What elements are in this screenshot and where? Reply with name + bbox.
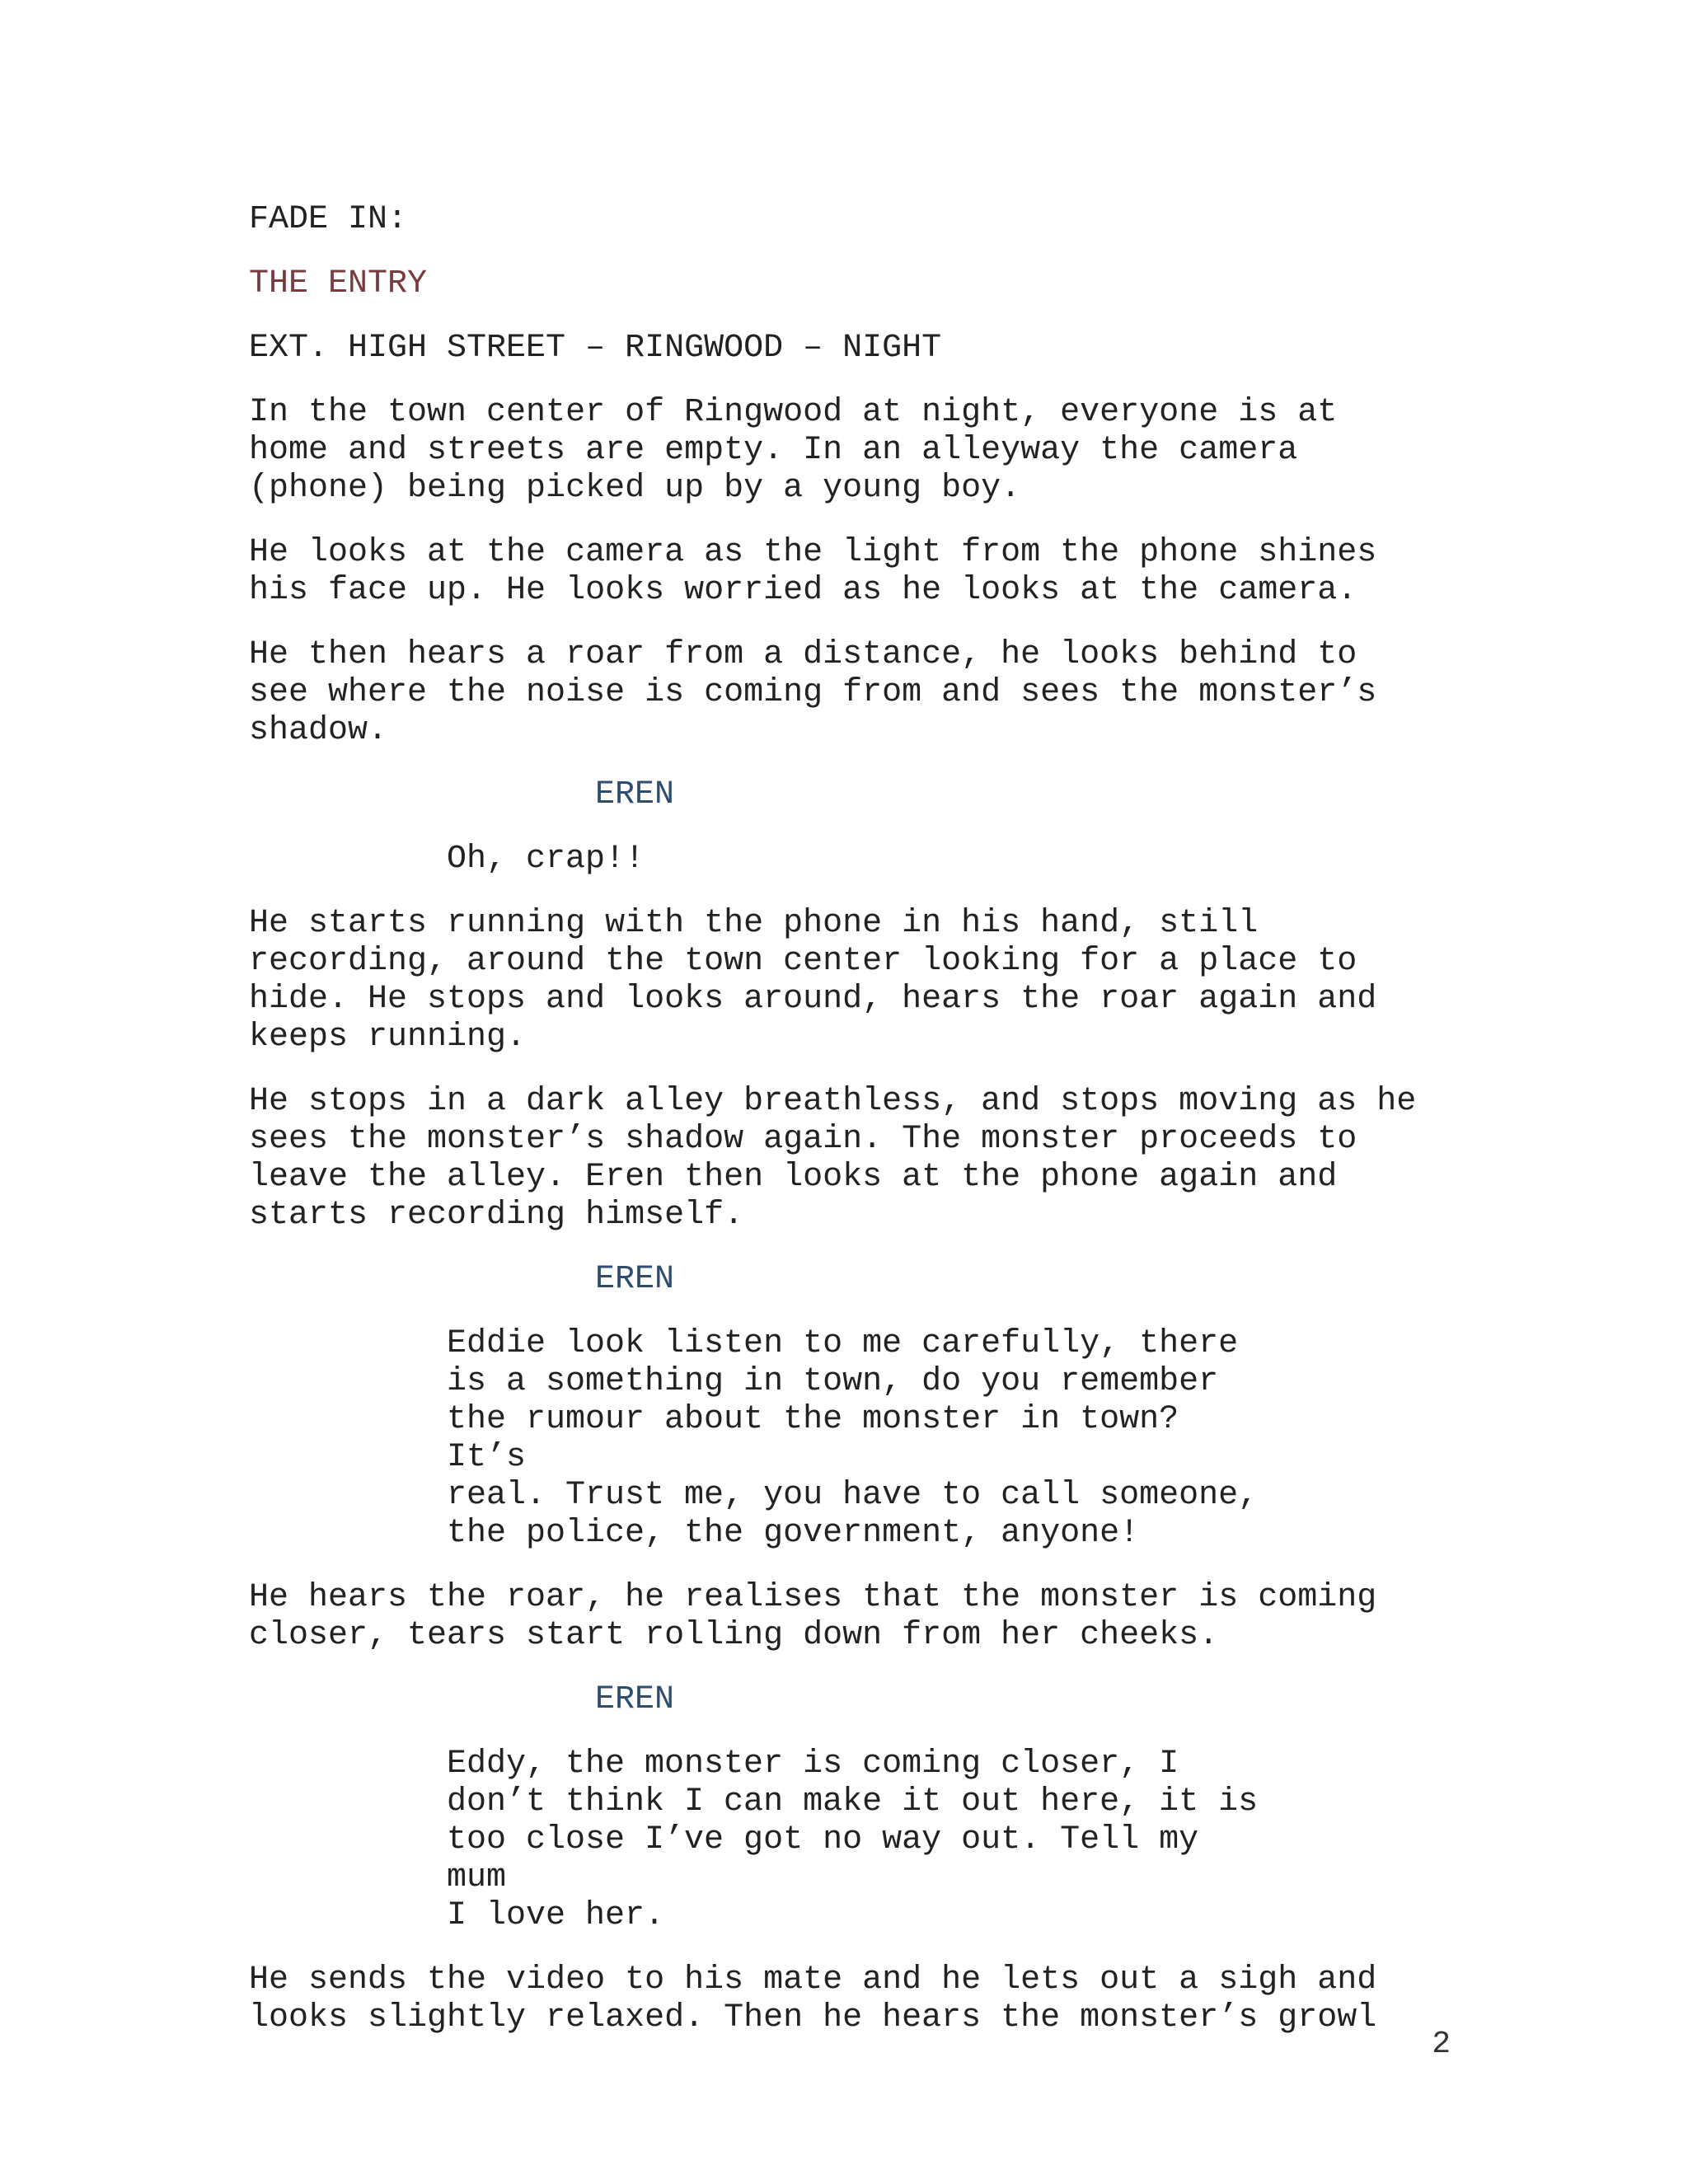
character-name-1: EREN <box>595 776 675 813</box>
dialogue-2: Eddie look listen to me carefully, there is a something in town, do you remember the rumour about the monster in town? It’s real. Trust me, you have to call someone, the police, the government, anyone! <box>447 1325 1259 1552</box>
transition-fade-in: FADE IN: <box>249 201 408 238</box>
dialogue-1: Oh, crap!! <box>447 841 645 878</box>
dialogue-3: Eddy, the monster is coming closer, I don’t think I can make it out here, it is too close I’ve got no way out. Tell my mum I love her. <box>447 1746 1259 1934</box>
character-name-3: EREN <box>595 1681 675 1718</box>
action-paragraph-1: In the town center of Ringwood at night, everyone is at home and streets are empty. In an alleyway the camera (phone) being picked up by a young boy. <box>249 394 1338 507</box>
scene-heading: EXT. HIGH STREET – RINGWOOD – NIGHT <box>249 330 942 367</box>
script-content <box>249 201 1469 2064</box>
action-paragraph-2: He looks at the camera as the light from the phone shines his face up. He looks worried as he looks at the camera. <box>249 534 1377 609</box>
action-paragraph-6: He hears the roar, he realises that the monster is coming closer, tears start rolling down from her cheeks. <box>249 1579 1377 1654</box>
action-paragraph-5: He stops in a dark alley breathless, and stops moving as he sees the monster’s shadow again. The monster proceeds to leave the alley. Eren then looks at the phone again and starts recording himself. <box>249 1083 1417 1234</box>
action-paragraph-3: He then hears a roar from a distance, he looks behind to see where the noise is coming from and sees the monster’s shadow. <box>249 636 1377 749</box>
character-name-2: EREN <box>595 1261 675 1298</box>
page-number: 2 <box>1432 2027 1451 2062</box>
action-paragraph-4: He starts running with the phone in his hand, still recording, around the town center looking for a place to hide. He stops and looks around, hears the roar again and keeps running. <box>249 905 1377 1056</box>
section-title: THE ENTRY <box>249 265 428 302</box>
action-paragraph-7: He sends the video to his mate and he lets out a sigh and looks slightly relaxed. Then he hears the monster’s growl <box>249 1961 1377 2036</box>
